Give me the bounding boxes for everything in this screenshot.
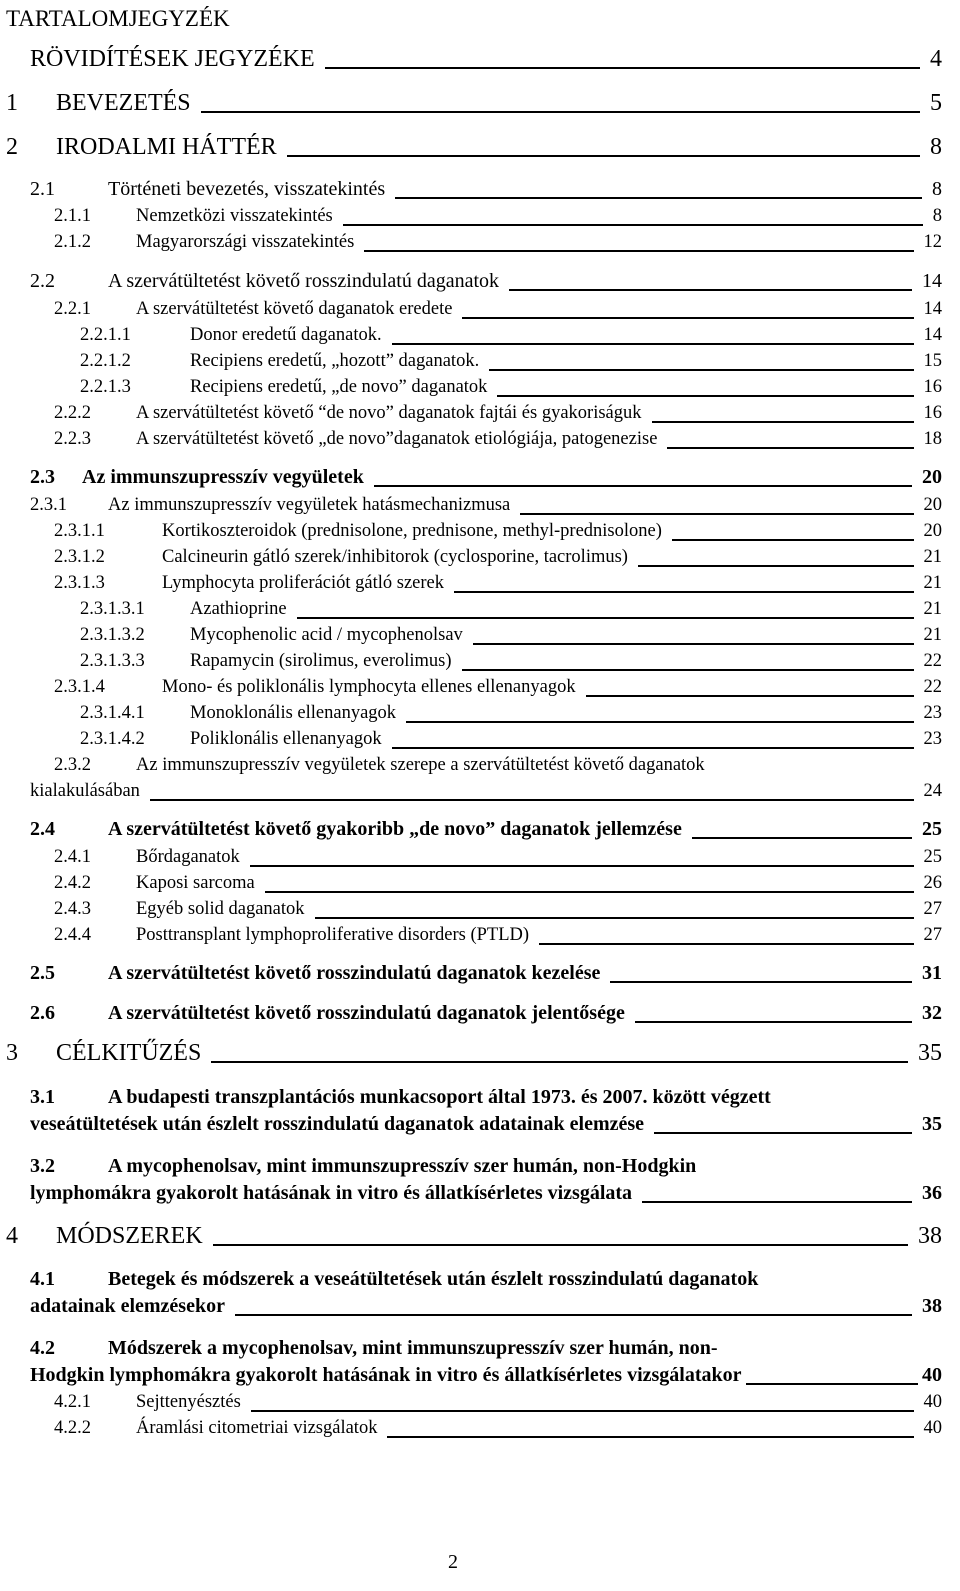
toc-entry-title: Recipiens eredetű, „hozott” daganatok.: [190, 351, 480, 371]
leader-line: [213, 1244, 908, 1246]
toc-entry-title: Az immunszupresszív vegyületek szerepe a szervátültetést követő daganatok: [136, 755, 705, 775]
toc-entry-page: 31: [922, 962, 942, 984]
leader-line: [539, 943, 913, 945]
toc-entry-page: 40: [923, 1392, 942, 1412]
leader-line: [150, 799, 914, 801]
toc-entry[interactable]: [0, 918, 960, 952]
toc-entry-page: 22: [923, 651, 942, 671]
toc-entry-page: 40: [922, 1364, 942, 1386]
toc-entry-continuation[interactable]: [0, 774, 960, 808]
toc-entry-page: 14: [923, 299, 942, 319]
toc-entry-page: 36: [922, 1182, 942, 1204]
toc-entry-page: 24: [923, 781, 942, 801]
toc-entry-title: MÓDSZEREK: [56, 1223, 203, 1249]
toc-entry-number: 2.2.3: [54, 429, 91, 449]
toc-entry-title: Az immunszupresszív vegyületek hatásmechanizmusa: [108, 495, 511, 515]
toc-entry-page: 21: [923, 547, 942, 567]
toc-entry-number: 4.2.1: [54, 1392, 91, 1412]
leader-line: [287, 155, 920, 157]
toc-entry-number: 1: [6, 90, 18, 116]
leader-line: [235, 1314, 912, 1316]
toc-entry-number: 3.1: [30, 1086, 55, 1108]
toc-entry-number: 3: [6, 1040, 18, 1066]
toc-entry-number: 4: [6, 1223, 18, 1249]
toc-heading: TARTALOMJEGYZÉK: [6, 6, 230, 31]
toc-entry-page: 23: [923, 703, 942, 723]
toc-entry-title: Betegek és módszerek a veseátültetések után észlelt rosszindulatú daganatok: [108, 1268, 759, 1290]
toc-entry[interactable]: [0, 956, 960, 990]
toc-entry-page: 27: [923, 925, 942, 945]
toc-entry-page: 8: [930, 134, 942, 160]
toc-entry-number: 2.4.2: [54, 873, 91, 893]
toc-entry-title: Magyarországi visszatekintés: [136, 232, 355, 252]
toc-entry-page: 21: [923, 599, 942, 619]
toc-entry-number: 2.5: [30, 962, 55, 984]
toc-entry-page: 27: [923, 899, 942, 919]
toc-entry-title: A szervátültetést követő rosszindulatú daganatok: [108, 270, 500, 292]
leader-line: [654, 1132, 912, 1134]
toc-entry-title: Sejttenyésztés: [136, 1392, 241, 1412]
toc-entry-title: lymphomákra gyakorolt hatásának in vitro és állatkísérletes vizsgálata: [30, 1182, 633, 1204]
toc-entry-title: Történeti bevezetés, visszatekintés: [108, 178, 386, 200]
toc-entry[interactable]: [0, 1219, 960, 1253]
toc-entry-title: IRODALMI HÁTTÉR: [56, 134, 277, 160]
toc-entry[interactable]: [0, 996, 960, 1030]
toc-entry-title: Áramlási citometriai vizsgálatok: [136, 1418, 378, 1438]
toc-entry-title: A szervátültetést követő daganatok eredete: [136, 299, 453, 319]
toc-entry-title: A szervátültetést követő rosszindulatú daganatok jelentősége: [108, 1002, 625, 1024]
toc-entry-page: 26: [923, 873, 942, 893]
toc-entry-page: 4: [930, 46, 942, 72]
toc-entry[interactable]: [0, 422, 960, 456]
toc-entry[interactable]: [0, 86, 960, 120]
toc-entry-title: CÉLKITŰZÉS: [56, 1040, 202, 1066]
toc-entry-page: 25: [923, 847, 942, 867]
toc-entry-title: Mono- és poliklonális lymphocyta ellenes ellenanyagok: [162, 677, 576, 697]
toc-entry[interactable]: [0, 1411, 960, 1445]
leader-line: [509, 289, 912, 291]
toc-entry-page: 21: [923, 573, 942, 593]
toc-entry-number: 2: [6, 134, 18, 160]
toc-entry-title: Bőrdaganatok: [136, 847, 240, 867]
toc-entry-title: Monoklonális ellenanyagok: [190, 703, 397, 723]
toc-entry[interactable]: [0, 130, 960, 164]
toc-entry-number: 2.6: [30, 1002, 55, 1024]
toc-entry-page: 38: [922, 1295, 942, 1317]
toc-entry-number: 2.3.1.3: [54, 573, 105, 593]
toc-entry-title: A szervátültetést követő gyakoribb „de novo” daganatok jellemzése: [108, 818, 682, 840]
toc-entry-continuation[interactable]: [0, 1289, 960, 1323]
leader-line: [364, 250, 913, 252]
page-number: 2: [448, 1551, 458, 1573]
toc-entry-number: 2.3.1.1: [54, 521, 105, 541]
leader-line: [692, 837, 912, 839]
toc-entry-title: BEVEZETÉS: [56, 90, 191, 116]
toc-entry-number: 2.2.1: [54, 299, 91, 319]
toc-entry[interactable]: [0, 225, 960, 259]
toc-entry-title: A szervátültetést követő “de novo” daganatok fajtái és gyakoriságuk: [136, 403, 642, 423]
toc-entry-title: Recipiens eredetű, „de novo” daganatok: [190, 377, 488, 397]
toc-entry-number: 2.3.1.4.2: [80, 729, 145, 749]
leader-line: [325, 67, 920, 69]
leader-line: [201, 111, 920, 113]
toc-entry-title: A budapesti transzplantációs munkacsoport által 1973. és 2007. között végzett: [108, 1086, 771, 1108]
toc-entry-page: 16: [923, 377, 942, 397]
toc-entry-title: Donor eredetű daganatok.: [190, 325, 382, 345]
toc-entry-page: 38: [918, 1223, 942, 1249]
toc-entry-title: Azathioprine: [190, 599, 287, 619]
toc-entry-number: 2.1.2: [54, 232, 91, 252]
toc-entry-number: 2.2.2: [54, 403, 91, 423]
toc-entry-number: 2.3.1.2: [54, 547, 105, 567]
toc-entry-number: 4.1: [30, 1268, 55, 1290]
toc-entry-page: 35: [922, 1113, 942, 1135]
toc-entry-number: 4.2.2: [54, 1418, 91, 1438]
toc-entry-page: 8: [932, 206, 942, 226]
toc-entry-title: Calcineurin gátló szerek/inhibitorok (cyclosporine, tacrolimus): [162, 547, 628, 567]
toc-entry-title: Lymphocyta proliferációt gátló szerek: [162, 573, 445, 593]
toc-entry-title: Poliklonális ellenanyagok: [190, 729, 382, 749]
toc-entry[interactable]: [0, 42, 960, 76]
leader-line: [211, 1061, 908, 1063]
toc-entry-page: 40: [923, 1418, 942, 1438]
leader-line: [610, 981, 912, 983]
leader-line: [374, 485, 912, 487]
toc-entry-number: 2.3.1.4: [54, 677, 105, 697]
toc-entry-number: 3.2: [30, 1155, 55, 1177]
toc-entry-number: 2.2.1.2: [80, 351, 131, 371]
leader-line: [635, 1021, 912, 1023]
toc-entry-number: 2.3.1.4.1: [80, 703, 145, 723]
toc-entry-number: 2.4.3: [54, 899, 91, 919]
toc-entry-title: RÖVIDÍTÉSEK JEGYZÉKE: [30, 46, 315, 72]
leader-line: [387, 1436, 913, 1438]
toc-entry-number: 2.4: [30, 818, 55, 840]
leader-line: [667, 447, 913, 449]
toc-entry-page: 20: [923, 495, 942, 515]
toc-entry-number: 2.3.1.3.2: [80, 625, 145, 645]
toc-entry-title: Posttransplant lymphoproliferative disorders (PTLD): [136, 925, 530, 945]
toc-entry-number: 2.3.2: [54, 755, 91, 775]
toc-entry-continuation[interactable]: [0, 1176, 960, 1210]
toc-entry-number: 2.1: [30, 178, 55, 200]
toc-entry-page: 35: [918, 1040, 942, 1066]
toc-entry-title: Módszerek a mycophenolsav, mint immunszupresszív szer humán, non-: [108, 1337, 718, 1359]
toc-entry-number: 2.2: [30, 270, 55, 292]
toc-entry-number: 2.4.1: [54, 847, 91, 867]
toc-entry-title: A szervátültetést követő „de novo”daganatok etiológiája, patogenezise: [136, 429, 658, 449]
toc-entry-title: Rapamycin (sirolimus, everolimus): [190, 651, 452, 671]
toc-entry-title: kialakulásában: [30, 781, 140, 801]
toc-entry-page: 25: [922, 818, 942, 840]
toc-entry-page: 22: [923, 677, 942, 697]
toc-entry-title: A szervátültetést követő rosszindulatú daganatok kezelése: [108, 962, 601, 984]
toc-entry-page: 23: [923, 729, 942, 749]
toc-entry-page: 15: [923, 351, 942, 371]
toc-entry-title: A mycophenolsav, mint immunszupresszív szer humán, non-Hodgkin: [108, 1155, 697, 1177]
toc-entry-title: Az immunszupresszív vegyületek: [82, 466, 364, 488]
toc-entry-page: 14: [922, 270, 942, 292]
toc-entry-page: 12: [923, 232, 942, 252]
toc-entry-number: 2.3.1.3.1: [80, 599, 145, 619]
leader-line: [642, 1201, 912, 1203]
toc-entry-title: adatainak elemzésekor: [30, 1295, 225, 1317]
toc-entry-continuation[interactable]: [0, 1107, 960, 1141]
toc-entry-number: 2.1.1: [54, 206, 91, 226]
toc-entry-page: 18: [923, 429, 942, 449]
toc-entry-number: 2.3: [30, 466, 55, 488]
toc-entry-title: Kaposi sarcoma: [136, 873, 255, 893]
toc-entry-page: 20: [922, 466, 942, 488]
toc-entry-number: 4.2: [30, 1337, 55, 1359]
toc-entry-page: 16: [923, 403, 942, 423]
toc-entry-title: Egyéb solid daganatok: [136, 899, 305, 919]
toc-entry-number: 2.4.4: [54, 925, 91, 945]
toc-entry-page: 21: [923, 625, 942, 645]
toc-entry-number: 2.3.1: [30, 495, 67, 515]
toc-entry-title: Nemzetközi visszatekintés: [136, 206, 333, 226]
toc-entry-title: veseátültetések után észlelt rosszindulatú daganatok adatainak elemzése: [30, 1113, 645, 1135]
toc-entry-page: 8: [932, 178, 942, 200]
toc-entry[interactable]: [0, 1036, 960, 1070]
toc-entry-page: 20: [923, 521, 942, 541]
toc-entry-number: 2.3.1.3.3: [80, 651, 145, 671]
toc-entry-title: Mycophenolic acid / mycophenolsav: [190, 625, 463, 645]
toc-entry-page: 14: [923, 325, 942, 345]
toc-entry-page: 5: [930, 90, 942, 116]
toc-entry-title: Hodgkin lymphomákra gyakorolt hatásának in vitro és állatkísérletes vizsgálatakor: [30, 1364, 742, 1386]
toc-entry-title: Kortikoszteroidok (prednisolone, prednisone, methyl-prednisolone): [162, 521, 662, 541]
toc-entry-number: 2.2.1.3: [80, 377, 131, 397]
toc-entry-page: 32: [922, 1002, 942, 1024]
toc-entry-number: 2.2.1.1: [80, 325, 131, 345]
